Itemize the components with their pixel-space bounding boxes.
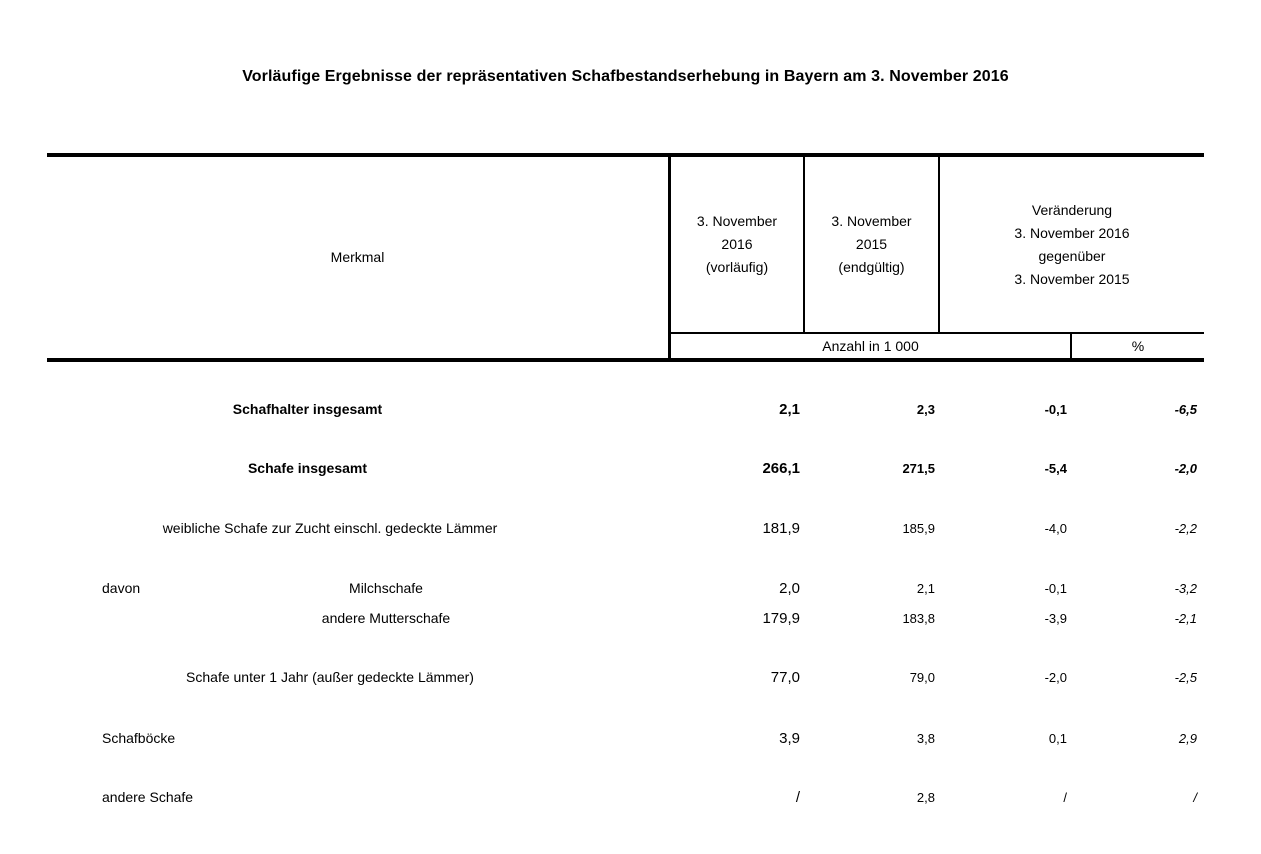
header-divider-vertical-2 — [803, 157, 805, 332]
value-diff: 0,1 — [1048, 730, 1067, 746]
row-label: Schafböcke — [102, 730, 176, 746]
table-body — [47, 362, 1204, 854]
row-group-prefix: davon — [102, 580, 141, 596]
value-diff: / — [1063, 789, 1067, 805]
value-2015: 2,1 — [916, 580, 935, 596]
value-2015: 79,0 — [909, 669, 935, 685]
value-pct: -2,0 — [1174, 460, 1197, 476]
value-pct: 2,9 — [1178, 730, 1197, 746]
row-label: Schafe unter 1 Jahr (außer gedeckte Lämmer) — [186, 669, 474, 685]
value-pct: -3,2 — [1174, 580, 1197, 596]
row-label-text: Milchschafe — [349, 580, 423, 596]
table-row — [47, 787, 1204, 807]
header-2015-line1: 3. November — [831, 213, 912, 229]
header-2016-line3: (vorläufig) — [705, 259, 769, 275]
value-diff: -5,4 — [1044, 460, 1067, 476]
value-pct: -2,1 — [1174, 610, 1197, 626]
table-row — [47, 399, 1204, 419]
header-cell-2015 — [805, 157, 938, 332]
value-2015: 271,5 — [902, 460, 935, 476]
table-row — [47, 458, 1204, 478]
header-divider-vertical-1 — [668, 157, 671, 358]
header-change-line1: Veränderung — [1031, 201, 1113, 218]
header-cell-2016 — [671, 157, 803, 332]
value-2016: 181,9 — [762, 519, 800, 537]
row-label: andere Schafe — [102, 789, 194, 805]
header-divider-vertical-3 — [938, 157, 940, 332]
value-pct: / — [1193, 789, 1197, 805]
value-2016: 179,9 — [762, 609, 800, 627]
value-2016: / — [795, 788, 800, 806]
header-2016-line2: 2016 — [721, 236, 753, 252]
value-2015: 183,8 — [902, 610, 935, 626]
unit-count-label: Anzahl in 1 000 — [822, 337, 919, 354]
header-change-line2: 3. November 2016 — [1014, 224, 1130, 241]
table-row — [47, 608, 1204, 628]
unit-percent-label: % — [1131, 337, 1145, 354]
value-2015: 3,8 — [916, 730, 935, 746]
value-2016: 2,0 — [779, 579, 800, 597]
value-2015: 2,8 — [916, 789, 935, 805]
header-unit-percent — [1072, 334, 1204, 358]
header-2015-line2: 2015 — [855, 236, 888, 252]
page-title: Vorläufige Ergebnisse der repräsentativen Schafbestandserhebung in Bayern am 3. November 2016 — [242, 68, 1009, 85]
value-2015: 185,9 — [902, 520, 935, 536]
value-pct: -6,5 — [1174, 401, 1197, 417]
row-label: andere Mutterschafe — [321, 610, 451, 626]
stats-table — [47, 153, 1204, 854]
value-diff: -0,1 — [1044, 401, 1067, 417]
table-header — [47, 153, 1204, 362]
header-2016-line1: 3. November — [696, 213, 778, 229]
header-cell-merkmal — [47, 157, 668, 358]
row-label: Schafe insgesamt — [247, 460, 368, 476]
value-2015: 2,3 — [916, 401, 935, 417]
value-diff: -3,9 — [1044, 610, 1067, 626]
header-2015-line3: (endgültig) — [838, 259, 905, 275]
value-2016: 77,0 — [770, 668, 800, 686]
row-label — [47, 580, 668, 596]
header-divider-vertical-4 — [1070, 332, 1072, 358]
value-2016: 3,9 — [779, 729, 800, 747]
value-pct: -2,5 — [1174, 669, 1197, 685]
table-row — [47, 518, 1204, 538]
header-subrow-divider — [668, 332, 1204, 334]
header-merkmal-label: Merkmal — [330, 249, 385, 265]
value-diff: -2,0 — [1044, 669, 1067, 685]
header-change-line3: gegenüber — [1038, 247, 1106, 264]
table-row — [47, 728, 1204, 748]
row-label: weibliche Schafe zur Zucht einschl. gedeckte Lämmer — [162, 520, 498, 536]
table-row — [47, 578, 1204, 598]
table-row — [47, 667, 1204, 687]
header-cell-change — [940, 157, 1204, 332]
header-unit-count — [671, 334, 1070, 358]
value-diff: -0,1 — [1044, 580, 1067, 596]
value-pct: -2,2 — [1174, 520, 1197, 536]
header-change-line4: 3. November 2015 — [1014, 270, 1130, 287]
value-2016: 2,1 — [779, 400, 800, 418]
row-label: Schafhalter insgesamt — [232, 401, 383, 417]
value-diff: -4,0 — [1044, 520, 1067, 536]
value-2016: 266,1 — [762, 459, 800, 477]
